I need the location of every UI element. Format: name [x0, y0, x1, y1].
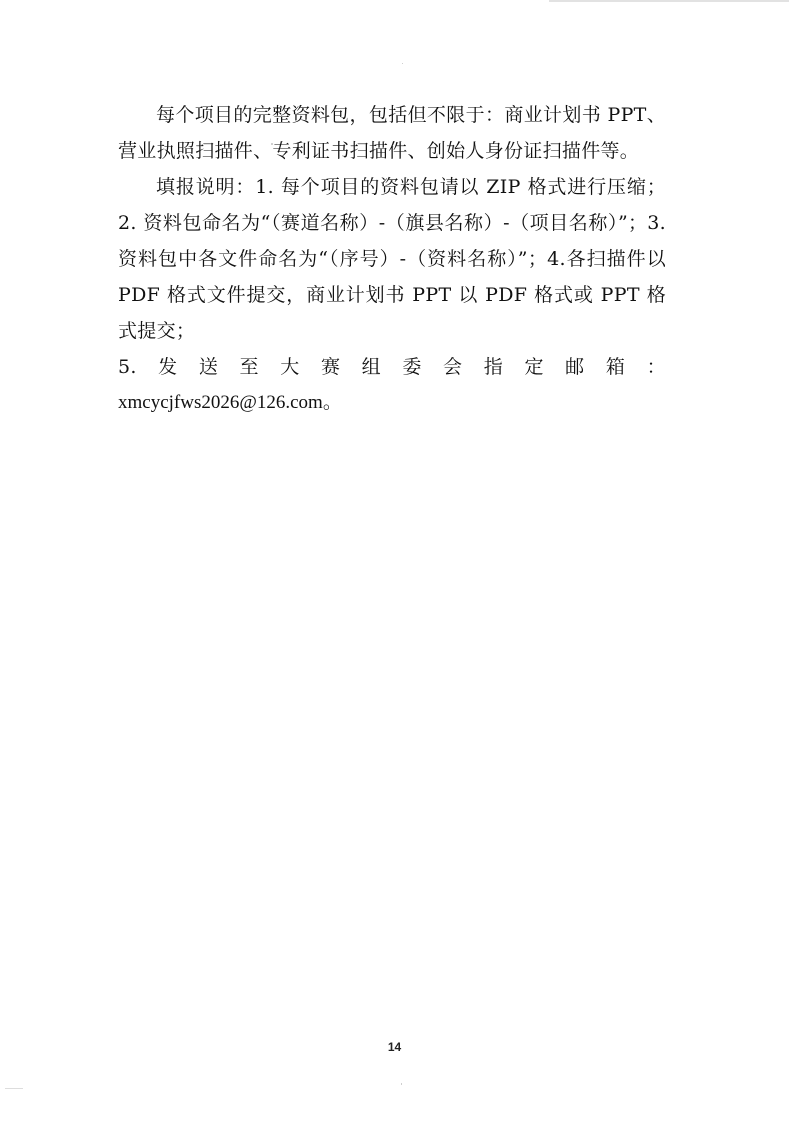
instruction-word: 组 [361, 356, 381, 378]
instruction-word: 至 [239, 356, 259, 378]
instruction-word: 定 [524, 356, 544, 378]
spaced-instruction-line [118, 349, 666, 385]
document-body [118, 97, 666, 421]
instruction-word: 赛 [320, 356, 341, 378]
paragraph-package-contents: 每个项目的完整资料包，包括但不限于：商业计划书 PPT、营业执照扫描件、专利证书扫描件、创始人身份证扫描件等。 [118, 104, 666, 162]
scan-speck [5, 1088, 23, 1089]
scan-edge-mark [549, 0, 789, 2]
scan-speck [402, 63, 403, 64]
instruction-word: 箱 [605, 356, 626, 378]
page-number: 14 [387, 1040, 402, 1054]
instruction-word: 大 [280, 356, 300, 378]
instruction-word: 委 [402, 356, 422, 378]
instruction-word: 指 [483, 356, 504, 378]
instruction-word: 邮 [565, 356, 585, 378]
filing-instructions-text: 填报说明：1. 每个项目的资料包请以 ZIP 格式进行压缩；2. 资料包命名为“（赛道名称）-（旗县名称）-（项目名称）”；3. 资料包中各文件命名为“（序号）-（资料名称）”；4.各扫描件以 PDF 格式文件提交，商业计划书 PPT 以 PDF 格式或 PPT 格式提交； [118, 176, 666, 342]
scan-speck [401, 1083, 402, 1085]
committee-email-address[interactable]: xmcycjfws2026@126.com。 [118, 392, 342, 413]
paragraph-filing-instructions [118, 169, 666, 349]
instruction-word: 5. [118, 356, 137, 378]
instruction-word: ： [646, 356, 666, 378]
instruction-word: 发 [158, 356, 178, 378]
instruction-word: 会 [443, 356, 463, 378]
instruction-word: 送 [198, 356, 219, 378]
